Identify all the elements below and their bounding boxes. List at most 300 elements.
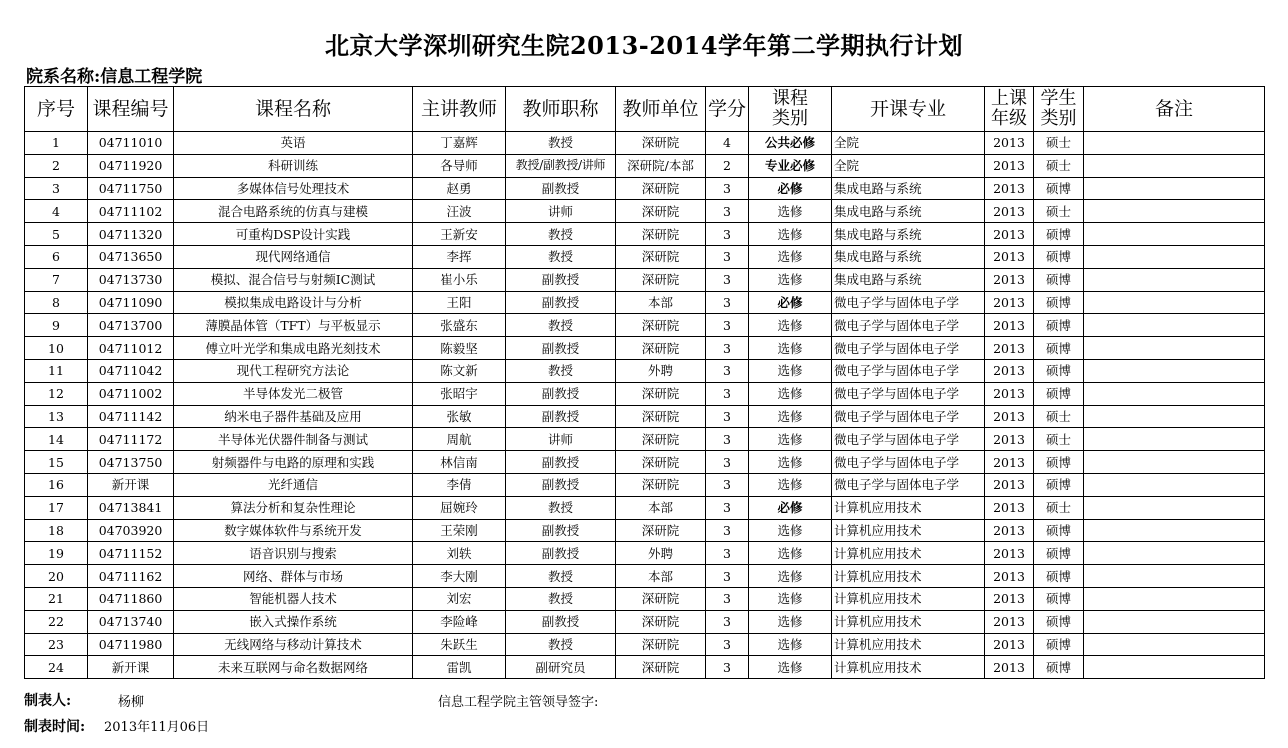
cell-teacher: 李挥 bbox=[413, 245, 506, 268]
cell-title: 教授 bbox=[506, 565, 616, 588]
table-header-row bbox=[25, 87, 1265, 132]
cell-teacher: 李大刚 bbox=[413, 565, 506, 588]
cell-no: 9 bbox=[25, 314, 88, 337]
cell-note bbox=[1084, 451, 1265, 474]
table-row bbox=[25, 473, 1265, 496]
cell-code: 04713700 bbox=[88, 314, 174, 337]
cell-code: 04713730 bbox=[88, 268, 174, 291]
cell-type: 选修 bbox=[749, 565, 832, 588]
cell-no: 22 bbox=[25, 610, 88, 633]
cell-major: 微电子学与固体电子学 bbox=[832, 451, 985, 474]
cell-title: 副教授 bbox=[506, 473, 616, 496]
col-header-name: 课程名称 bbox=[174, 87, 413, 132]
cell-code: 04711010 bbox=[88, 132, 174, 155]
cell-student-type: 硕士 bbox=[1034, 132, 1084, 155]
cell-unit: 本部 bbox=[616, 496, 706, 519]
cell-type: 选修 bbox=[749, 633, 832, 656]
cell-title: 副教授 bbox=[506, 177, 616, 200]
cell-name: 语音识别与搜索 bbox=[174, 542, 413, 565]
cell-note bbox=[1084, 200, 1265, 223]
cell-type: 选修 bbox=[749, 473, 832, 496]
table-row bbox=[25, 610, 1265, 633]
cell-code: 04711860 bbox=[88, 587, 174, 610]
cell-major: 微电子学与固体电子学 bbox=[832, 405, 985, 428]
cell-teacher: 丁嘉辉 bbox=[413, 132, 506, 155]
cell-major: 计算机应用技术 bbox=[832, 542, 985, 565]
cell-no: 1 bbox=[25, 132, 88, 155]
cell-teacher: 赵勇 bbox=[413, 177, 506, 200]
cell-teacher: 朱跃生 bbox=[413, 633, 506, 656]
cell-student-type: 硕博 bbox=[1034, 245, 1084, 268]
cell-no: 19 bbox=[25, 542, 88, 565]
cell-title: 教授 bbox=[506, 496, 616, 519]
cell-note bbox=[1084, 656, 1265, 679]
course-plan-table bbox=[24, 86, 1265, 679]
cell-credit: 3 bbox=[706, 177, 749, 200]
cell-teacher: 李倩 bbox=[413, 473, 506, 496]
cell-major: 计算机应用技术 bbox=[832, 496, 985, 519]
cell-teacher: 李险峰 bbox=[413, 610, 506, 633]
cell-grade: 2013 bbox=[985, 359, 1034, 382]
cell-credit: 3 bbox=[706, 268, 749, 291]
cell-title: 副教授 bbox=[506, 610, 616, 633]
cell-student-type: 硕博 bbox=[1034, 587, 1084, 610]
cell-no: 14 bbox=[25, 428, 88, 451]
cell-name: 混合电路系统的仿真与建模 bbox=[174, 200, 413, 223]
cell-teacher: 刘轶 bbox=[413, 542, 506, 565]
cell-no: 11 bbox=[25, 359, 88, 382]
cell-title: 副教授 bbox=[506, 542, 616, 565]
cell-credit: 3 bbox=[706, 405, 749, 428]
cell-major: 全院 bbox=[832, 132, 985, 155]
cell-name: 英语 bbox=[174, 132, 413, 155]
cell-major: 计算机应用技术 bbox=[832, 656, 985, 679]
cell-name: 纳米电子器件基础及应用 bbox=[174, 405, 413, 428]
cell-note bbox=[1084, 177, 1265, 200]
cell-type: 选修 bbox=[749, 200, 832, 223]
date-value: 2013年11月06日 bbox=[104, 720, 210, 735]
cell-credit: 3 bbox=[706, 223, 749, 246]
cell-teacher: 王新安 bbox=[413, 223, 506, 246]
cell-grade: 2013 bbox=[985, 245, 1034, 268]
cell-unit: 外聘 bbox=[616, 359, 706, 382]
cell-name: 光纤通信 bbox=[174, 473, 413, 496]
cell-type: 公共必修 bbox=[749, 132, 832, 155]
cell-no: 8 bbox=[25, 291, 88, 314]
cell-type: 选修 bbox=[749, 451, 832, 474]
col-header-title: 教师职称 bbox=[506, 87, 616, 132]
cell-note bbox=[1084, 154, 1265, 177]
cell-teacher: 各导师 bbox=[413, 154, 506, 177]
cell-unit: 深研院 bbox=[616, 223, 706, 246]
cell-student-type: 硕博 bbox=[1034, 177, 1084, 200]
cell-credit: 2 bbox=[706, 154, 749, 177]
cell-unit: 深研院 bbox=[616, 473, 706, 496]
cell-note bbox=[1084, 337, 1265, 360]
cell-major: 微电子学与固体电子学 bbox=[832, 473, 985, 496]
cell-student-type: 硕士 bbox=[1034, 200, 1084, 223]
cell-credit: 3 bbox=[706, 542, 749, 565]
department-label: 院系名称:信息工程学院 bbox=[26, 67, 203, 87]
cell-grade: 2013 bbox=[985, 565, 1034, 588]
cell-note bbox=[1084, 314, 1265, 337]
cell-note bbox=[1084, 405, 1265, 428]
cell-grade: 2013 bbox=[985, 542, 1034, 565]
cell-major: 全院 bbox=[832, 154, 985, 177]
table-row bbox=[25, 314, 1265, 337]
cell-unit: 深研院 bbox=[616, 633, 706, 656]
cell-teacher: 汪波 bbox=[413, 200, 506, 223]
col-header-major: 开课专业 bbox=[832, 87, 985, 132]
cell-title: 教授 bbox=[506, 132, 616, 155]
cell-unit: 深研院 bbox=[616, 382, 706, 405]
cell-no: 12 bbox=[25, 382, 88, 405]
cell-code: 04711042 bbox=[88, 359, 174, 382]
cell-note bbox=[1084, 428, 1265, 451]
cell-name: 薄膜晶体管（TFT）与平板显示 bbox=[174, 314, 413, 337]
cell-teacher: 张昭宇 bbox=[413, 382, 506, 405]
cell-type: 必修 bbox=[749, 291, 832, 314]
cell-major: 微电子学与固体电子学 bbox=[832, 359, 985, 382]
cell-student-type: 硕博 bbox=[1034, 268, 1084, 291]
cell-credit: 3 bbox=[706, 519, 749, 542]
cell-title: 教授 bbox=[506, 633, 616, 656]
cell-credit: 3 bbox=[706, 314, 749, 337]
cell-code: 04711172 bbox=[88, 428, 174, 451]
cell-no: 13 bbox=[25, 405, 88, 428]
cell-major: 微电子学与固体电子学 bbox=[832, 337, 985, 360]
cell-no: 17 bbox=[25, 496, 88, 519]
cell-student-type: 硕士 bbox=[1034, 405, 1084, 428]
cell-credit: 3 bbox=[706, 565, 749, 588]
cell-student-type: 硕博 bbox=[1034, 337, 1084, 360]
cell-teacher: 陈毅坚 bbox=[413, 337, 506, 360]
cell-grade: 2013 bbox=[985, 656, 1034, 679]
cell-note bbox=[1084, 291, 1265, 314]
cell-type: 选修 bbox=[749, 656, 832, 679]
cell-no: 18 bbox=[25, 519, 88, 542]
cell-type: 选修 bbox=[749, 542, 832, 565]
cell-teacher: 王荣刚 bbox=[413, 519, 506, 542]
cell-name: 智能机器人技术 bbox=[174, 587, 413, 610]
cell-no: 15 bbox=[25, 451, 88, 474]
col-header-code: 课程编号 bbox=[88, 87, 174, 132]
cell-code: 04711920 bbox=[88, 154, 174, 177]
cell-title: 副教授 bbox=[506, 451, 616, 474]
cell-student-type: 硕博 bbox=[1034, 656, 1084, 679]
cell-student-type: 硕博 bbox=[1034, 542, 1084, 565]
cell-title: 讲师 bbox=[506, 428, 616, 451]
cell-note bbox=[1084, 542, 1265, 565]
cell-code: 04711102 bbox=[88, 200, 174, 223]
cell-name: 模拟、混合信号与射频IC测试 bbox=[174, 268, 413, 291]
cell-student-type: 硕博 bbox=[1034, 223, 1084, 246]
col-header-unit: 教师单位 bbox=[616, 87, 706, 132]
cell-title: 教授/副教授/讲师 bbox=[506, 154, 616, 177]
cell-name: 无线网络与移动计算技术 bbox=[174, 633, 413, 656]
table-row bbox=[25, 337, 1265, 360]
cell-unit: 本部 bbox=[616, 565, 706, 588]
cell-note bbox=[1084, 359, 1265, 382]
cell-credit: 3 bbox=[706, 656, 749, 679]
cell-title: 副教授 bbox=[506, 405, 616, 428]
cell-major: 微电子学与固体电子学 bbox=[832, 314, 985, 337]
cell-note bbox=[1084, 496, 1265, 519]
table-row bbox=[25, 223, 1265, 246]
table-row bbox=[25, 154, 1265, 177]
cell-code: 04711162 bbox=[88, 565, 174, 588]
cell-type: 必修 bbox=[749, 496, 832, 519]
cell-student-type: 硕博 bbox=[1034, 565, 1084, 588]
cell-credit: 3 bbox=[706, 496, 749, 519]
cell-type: 选修 bbox=[749, 405, 832, 428]
cell-grade: 2013 bbox=[985, 451, 1034, 474]
cell-unit: 深研院 bbox=[616, 177, 706, 200]
table-row bbox=[25, 633, 1265, 656]
cell-unit: 深研院 bbox=[616, 587, 706, 610]
cell-grade: 2013 bbox=[985, 291, 1034, 314]
maker-label: 制表人: bbox=[24, 693, 72, 709]
cell-grade: 2013 bbox=[985, 200, 1034, 223]
table-row bbox=[25, 200, 1265, 223]
cell-grade: 2013 bbox=[985, 223, 1034, 246]
cell-code: 04711142 bbox=[88, 405, 174, 428]
cell-code: 04711152 bbox=[88, 542, 174, 565]
cell-major: 集成电路与系统 bbox=[832, 268, 985, 291]
cell-credit: 3 bbox=[706, 200, 749, 223]
cell-no: 10 bbox=[25, 337, 88, 360]
cell-no: 23 bbox=[25, 633, 88, 656]
cell-title: 教授 bbox=[506, 245, 616, 268]
cell-code: 04711980 bbox=[88, 633, 174, 656]
cell-grade: 2013 bbox=[985, 587, 1034, 610]
cell-no: 2 bbox=[25, 154, 88, 177]
cell-grade: 2013 bbox=[985, 268, 1034, 291]
cell-teacher: 雷凯 bbox=[413, 656, 506, 679]
col-header-grade: 上课 年级 bbox=[985, 87, 1034, 132]
table-row bbox=[25, 542, 1265, 565]
cell-grade: 2013 bbox=[985, 314, 1034, 337]
col-header-student-type: 学生 类别 bbox=[1034, 87, 1084, 132]
cell-grade: 2013 bbox=[985, 405, 1034, 428]
cell-major: 计算机应用技术 bbox=[832, 610, 985, 633]
cell-unit: 深研院 bbox=[616, 405, 706, 428]
cell-unit: 本部 bbox=[616, 291, 706, 314]
cell-title: 副教授 bbox=[506, 268, 616, 291]
col-header-note: 备注 bbox=[1084, 87, 1265, 132]
cell-major: 计算机应用技术 bbox=[832, 519, 985, 542]
cell-credit: 3 bbox=[706, 610, 749, 633]
cell-unit: 深研院 bbox=[616, 610, 706, 633]
cell-grade: 2013 bbox=[985, 519, 1034, 542]
cell-unit: 深研院 bbox=[616, 451, 706, 474]
cell-student-type: 硕士 bbox=[1034, 154, 1084, 177]
cell-student-type: 硕士 bbox=[1034, 428, 1084, 451]
cell-name: 可重构DSP设计实践 bbox=[174, 223, 413, 246]
cell-note bbox=[1084, 245, 1265, 268]
cell-teacher: 王阳 bbox=[413, 291, 506, 314]
cell-name: 模拟集成电路设计与分析 bbox=[174, 291, 413, 314]
cell-teacher: 张盛东 bbox=[413, 314, 506, 337]
cell-credit: 3 bbox=[706, 382, 749, 405]
cell-unit: 深研院 bbox=[616, 656, 706, 679]
cell-code: 04713750 bbox=[88, 451, 174, 474]
cell-type: 选修 bbox=[749, 268, 832, 291]
table-row bbox=[25, 451, 1265, 474]
cell-student-type: 硕博 bbox=[1034, 314, 1084, 337]
cell-code: 04711090 bbox=[88, 291, 174, 314]
cell-grade: 2013 bbox=[985, 473, 1034, 496]
cell-unit: 外聘 bbox=[616, 542, 706, 565]
cell-major: 集成电路与系统 bbox=[832, 177, 985, 200]
cell-no: 24 bbox=[25, 656, 88, 679]
cell-credit: 3 bbox=[706, 473, 749, 496]
cell-credit: 3 bbox=[706, 633, 749, 656]
cell-type: 选修 bbox=[749, 587, 832, 610]
cell-credit: 3 bbox=[706, 291, 749, 314]
table-row bbox=[25, 428, 1265, 451]
table-row bbox=[25, 132, 1265, 155]
cell-type: 专业必修 bbox=[749, 154, 832, 177]
cell-unit: 深研院 bbox=[616, 314, 706, 337]
cell-code: 新开课 bbox=[88, 473, 174, 496]
cell-student-type: 硕博 bbox=[1034, 519, 1084, 542]
table-row bbox=[25, 519, 1265, 542]
cell-credit: 3 bbox=[706, 245, 749, 268]
table-row bbox=[25, 245, 1265, 268]
cell-unit: 深研院 bbox=[616, 519, 706, 542]
cell-no: 20 bbox=[25, 565, 88, 588]
cell-no: 6 bbox=[25, 245, 88, 268]
cell-type: 选修 bbox=[749, 382, 832, 405]
cell-code: 04713841 bbox=[88, 496, 174, 519]
cell-grade: 2013 bbox=[985, 496, 1034, 519]
cell-unit: 深研院/本部 bbox=[616, 154, 706, 177]
cell-grade: 2013 bbox=[985, 132, 1034, 155]
cell-grade: 2013 bbox=[985, 177, 1034, 200]
cell-type: 必修 bbox=[749, 177, 832, 200]
cell-no: 4 bbox=[25, 200, 88, 223]
cell-teacher: 周航 bbox=[413, 428, 506, 451]
cell-note bbox=[1084, 382, 1265, 405]
cell-title: 副教授 bbox=[506, 337, 616, 360]
cell-unit: 深研院 bbox=[616, 428, 706, 451]
col-header-no: 序号 bbox=[25, 87, 88, 132]
table-row bbox=[25, 291, 1265, 314]
cell-grade: 2013 bbox=[985, 428, 1034, 451]
cell-code: 04711012 bbox=[88, 337, 174, 360]
cell-title: 教授 bbox=[506, 314, 616, 337]
cell-credit: 3 bbox=[706, 359, 749, 382]
cell-no: 7 bbox=[25, 268, 88, 291]
cell-note bbox=[1084, 268, 1265, 291]
cell-code: 04711002 bbox=[88, 382, 174, 405]
cell-major: 集成电路与系统 bbox=[832, 245, 985, 268]
cell-name: 网络、群体与市场 bbox=[174, 565, 413, 588]
table-row bbox=[25, 177, 1265, 200]
cell-type: 选修 bbox=[749, 428, 832, 451]
cell-title: 教授 bbox=[506, 587, 616, 610]
cell-name: 半导体光伏器件制备与测试 bbox=[174, 428, 413, 451]
cell-title: 副教授 bbox=[506, 291, 616, 314]
cell-no: 5 bbox=[25, 223, 88, 246]
cell-student-type: 硕博 bbox=[1034, 633, 1084, 656]
cell-code: 04703920 bbox=[88, 519, 174, 542]
cell-grade: 2013 bbox=[985, 633, 1034, 656]
cell-title: 副研究员 bbox=[506, 656, 616, 679]
cell-major: 集成电路与系统 bbox=[832, 200, 985, 223]
cell-note bbox=[1084, 565, 1265, 588]
cell-title: 副教授 bbox=[506, 382, 616, 405]
cell-title: 教授 bbox=[506, 359, 616, 382]
cell-credit: 4 bbox=[706, 132, 749, 155]
cell-note bbox=[1084, 610, 1265, 633]
cell-name: 射频器件与电路的原理和实践 bbox=[174, 451, 413, 474]
table-row bbox=[25, 565, 1265, 588]
cell-grade: 2013 bbox=[985, 610, 1034, 633]
cell-type: 选修 bbox=[749, 245, 832, 268]
cell-type: 选修 bbox=[749, 337, 832, 360]
cell-title: 讲师 bbox=[506, 200, 616, 223]
cell-code: 04713740 bbox=[88, 610, 174, 633]
cell-note bbox=[1084, 519, 1265, 542]
cell-unit: 深研院 bbox=[616, 337, 706, 360]
cell-grade: 2013 bbox=[985, 337, 1034, 360]
cell-unit: 深研院 bbox=[616, 268, 706, 291]
cell-title: 教授 bbox=[506, 223, 616, 246]
col-header-course-type: 课程 类别 bbox=[749, 87, 832, 132]
cell-major: 集成电路与系统 bbox=[832, 223, 985, 246]
page-title: 北京大学深圳研究生院2013-2014学年第二学期执行计划 bbox=[324, 31, 964, 60]
cell-major: 计算机应用技术 bbox=[832, 565, 985, 588]
cell-credit: 3 bbox=[706, 337, 749, 360]
cell-name: 未来互联网与命名数据网络 bbox=[174, 656, 413, 679]
cell-note bbox=[1084, 633, 1265, 656]
cell-name: 数字媒体软件与系统开发 bbox=[174, 519, 413, 542]
cell-teacher: 刘宏 bbox=[413, 587, 506, 610]
cell-unit: 深研院 bbox=[616, 245, 706, 268]
cell-no: 21 bbox=[25, 587, 88, 610]
cell-teacher: 崔小乐 bbox=[413, 268, 506, 291]
cell-student-type: 硕博 bbox=[1034, 610, 1084, 633]
cell-type: 选修 bbox=[749, 223, 832, 246]
cell-grade: 2013 bbox=[985, 382, 1034, 405]
table-row bbox=[25, 382, 1265, 405]
cell-name: 嵌入式操作系统 bbox=[174, 610, 413, 633]
cell-student-type: 硕博 bbox=[1034, 382, 1084, 405]
date-label: 制表时间: bbox=[24, 719, 86, 735]
cell-name: 多媒体信号处理技术 bbox=[174, 177, 413, 200]
cell-name: 半导体发光二极管 bbox=[174, 382, 413, 405]
cell-teacher: 陈文新 bbox=[413, 359, 506, 382]
cell-type: 选修 bbox=[749, 359, 832, 382]
cell-teacher: 张敏 bbox=[413, 405, 506, 428]
cell-unit: 深研院 bbox=[616, 200, 706, 223]
cell-credit: 3 bbox=[706, 428, 749, 451]
cell-major: 微电子学与固体电子学 bbox=[832, 382, 985, 405]
cell-note bbox=[1084, 223, 1265, 246]
cell-grade: 2013 bbox=[985, 154, 1034, 177]
cell-note bbox=[1084, 132, 1265, 155]
cell-name: 科研训练 bbox=[174, 154, 413, 177]
cell-student-type: 硕博 bbox=[1034, 359, 1084, 382]
cell-student-type: 硕博 bbox=[1034, 451, 1084, 474]
cell-code: 新开课 bbox=[88, 656, 174, 679]
col-header-credit: 学分 bbox=[706, 87, 749, 132]
cell-no: 3 bbox=[25, 177, 88, 200]
cell-major: 计算机应用技术 bbox=[832, 587, 985, 610]
cell-title: 副教授 bbox=[506, 519, 616, 542]
